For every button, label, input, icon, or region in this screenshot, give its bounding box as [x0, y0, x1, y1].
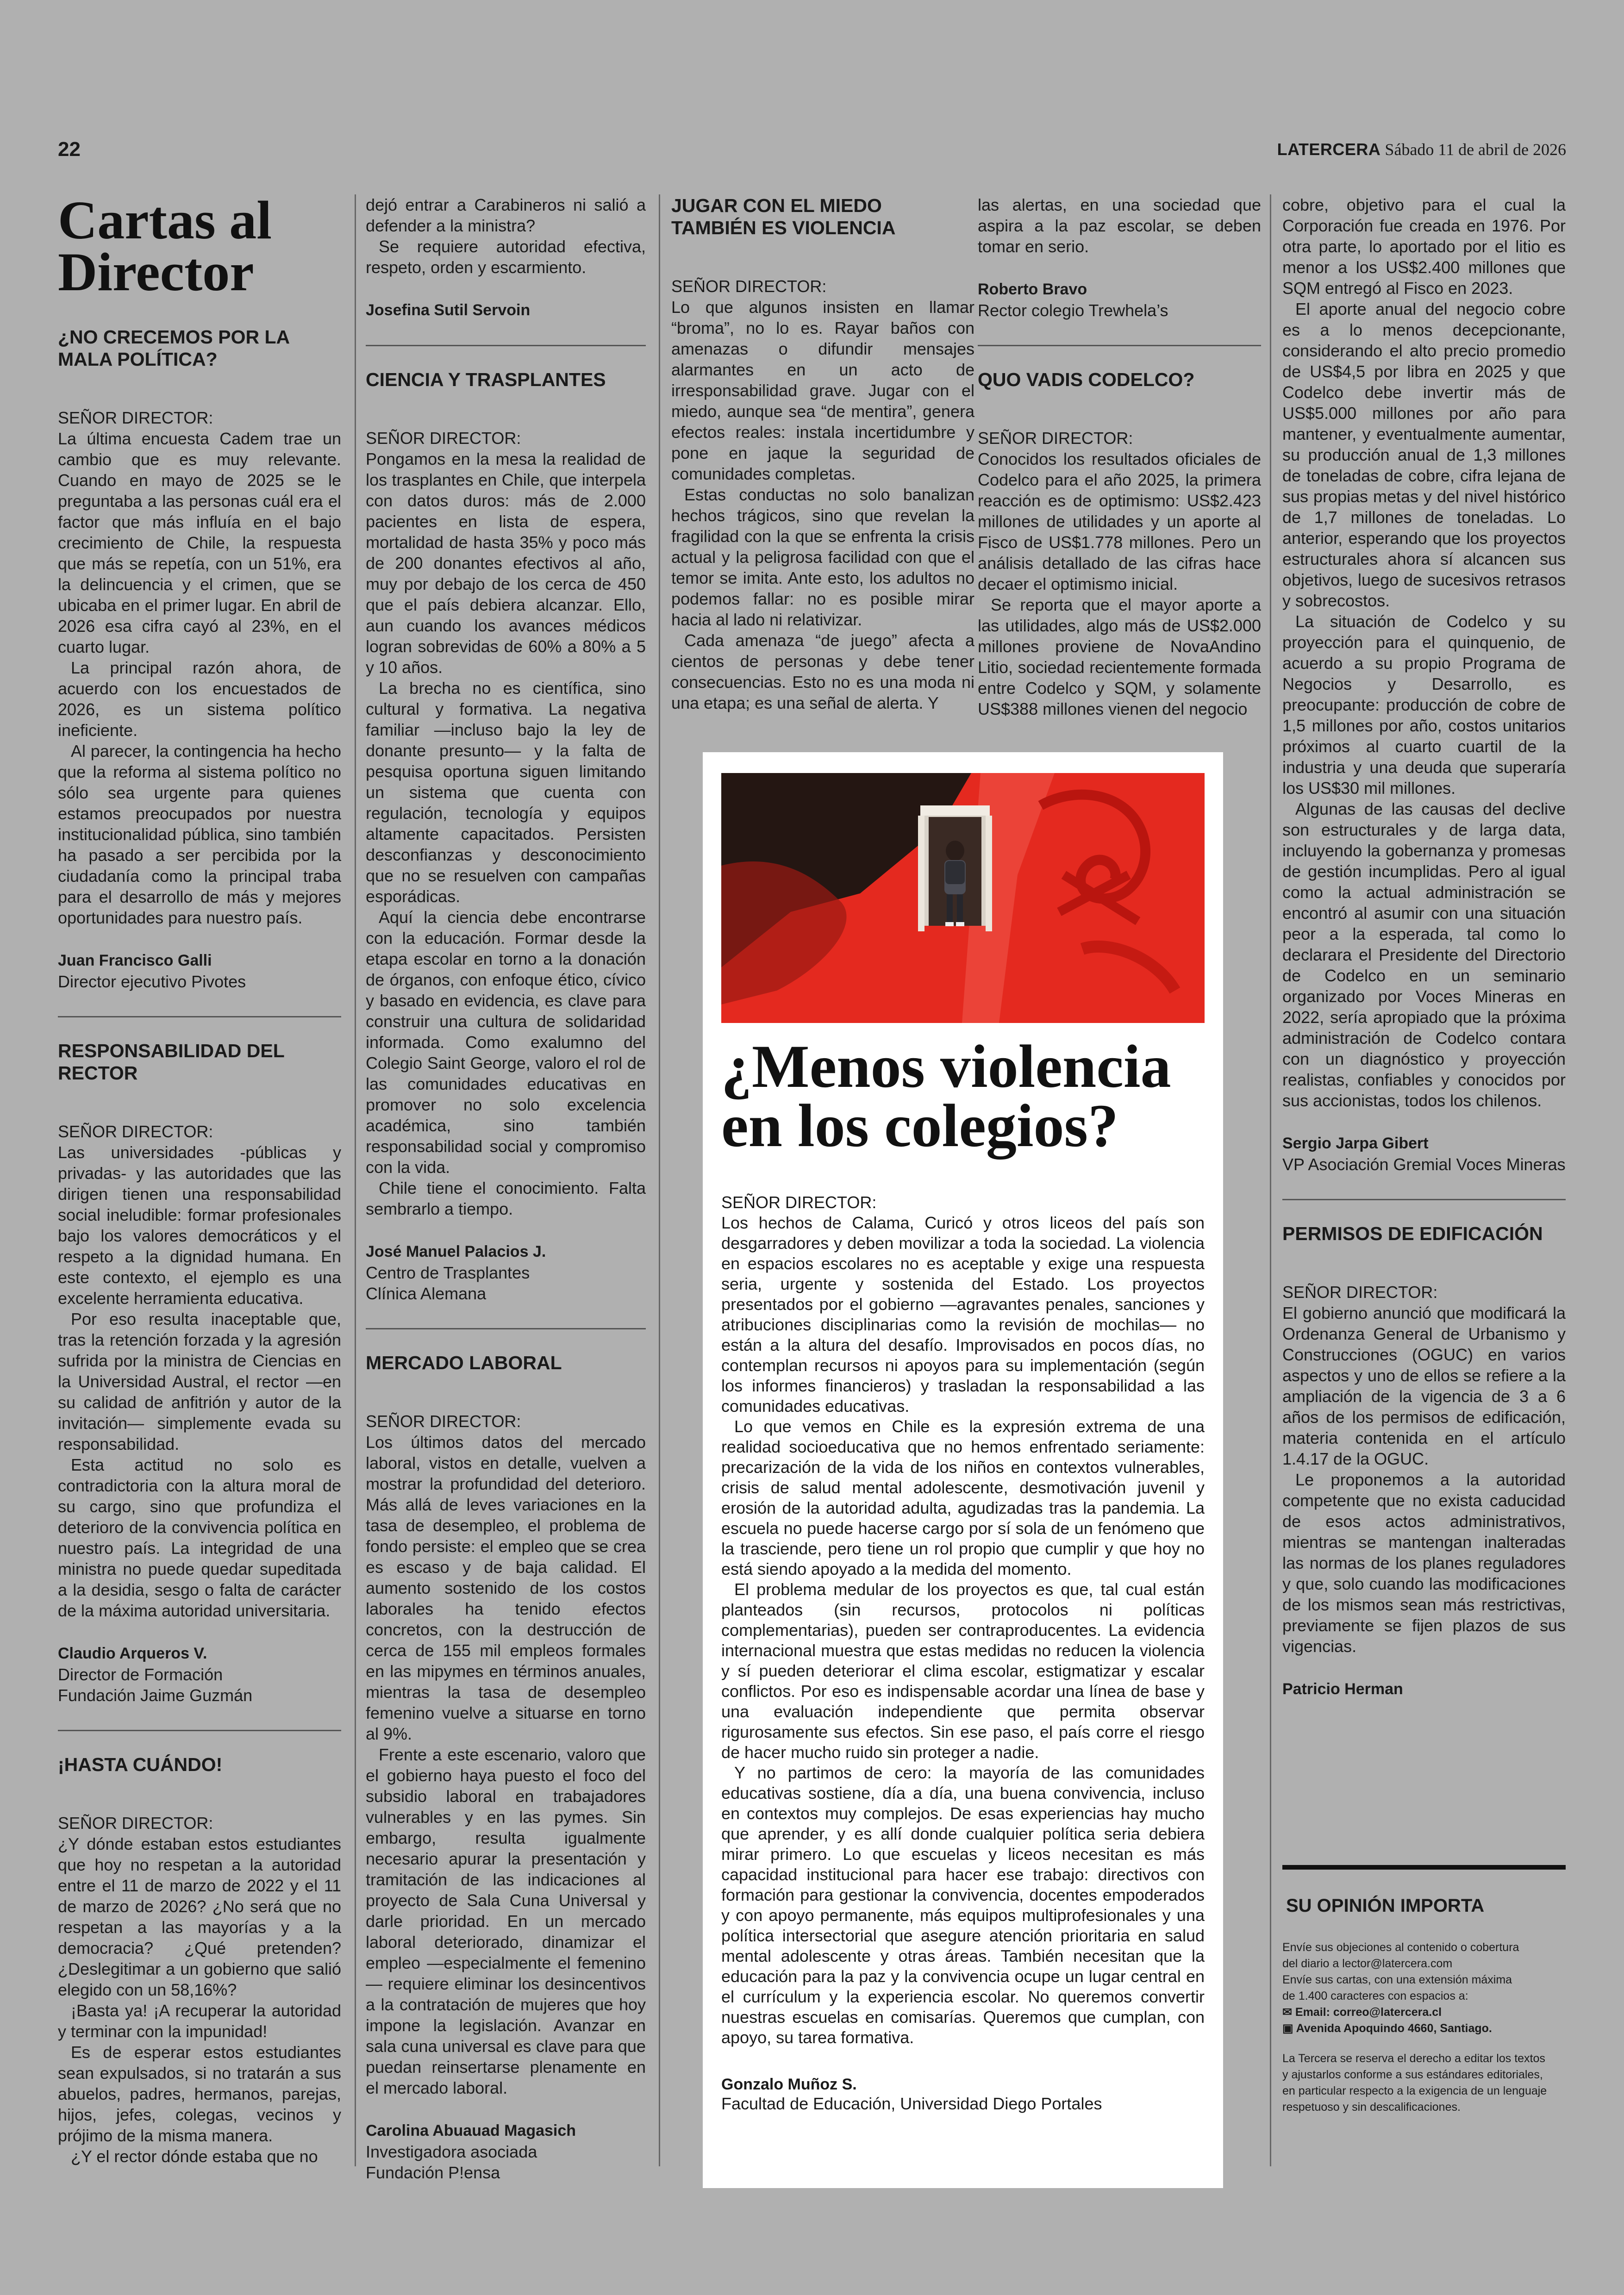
letter-paragraph: Aquí la ciencia debe encontrarse con la educación. Formar desde la etapa escolar en torno a la donación de órganos, con enfoque ético, cívico y basado en evidencia, es clave para construir una cultura de solidaridad informada. Como exalumno del Colegio Saint George, valoro el rol de las comunidades educativas en promover no solo excelencia académica, sino también responsabilidad social y compromiso con la vida.	[366, 908, 646, 1177]
letter-paragraph: Esta actitud no solo es contradictoria con la altura moral de su cargo, sino que profundiza el deterioro de la convivencia política en nuestro país. La integridad de una ministra no puede quedar supeditada a la desidia, sesgo o falta de carácter de la máxima autoridad universitaria.	[58, 1455, 341, 1620]
featured-letter	[703, 752, 1223, 2188]
letter-paragraph: Algunas de las causas del declive son estructurales y de larga data, incluyendo la gobernanza y promesas de gestión incumplidas. Pero al igual como la actual administración se encontró al asumir con una situación peor a la esperada, tal como lo declarara el Presidente del Directorio de Codelco en un seminario organizado por Voces Mineras en 2022, sería apropiado que la próxima administración de Codelco contara con un diagnóstico y proyección realistas, confiables y conocidos por sus accionistas, todos los chilenos.	[1282, 799, 1566, 1110]
letter-paragraph: La situación de Codelco y su proyección para el quinquenio, de acuerdo a su propio Programa de Negocios y Desarrollo, es preocupante: producción de cobre de 1,5 millones por año, costos unitarios próximos al cuarto cuartil de la industria y una deuda que superaría los US$30 mil millones.	[1282, 612, 1566, 798]
letter-paragraph: Frente a este escenario, valoro que el gobierno haya puesto el foco del subsidio laboral en trabajadores vulnerables y en las pymes. Sin embargo, resulta igualmente necesario apurar la presentación y tramitación de las indicaciones al proyecto de Sala Cuna Universal y darle prioridad. En un mercado laboral deteriorado, dinamizar el empleo —especialmente el femenino— requiere eliminar los desincentivos a la contratación de mujeres que hoy impone la legislación. Avanzar en sala cuna universal es clave para que puedan reinsertarse plenamente en el mercado laboral.	[366, 1745, 646, 2097]
letter-headline: RESPONSABILIDAD DEL RECTOR	[58, 1040, 285, 1084]
author-name: Carolina Abuauad Magasich	[366, 2122, 576, 2139]
letter-paragraph: La brecha no es científica, sino cultural y formativa. La negativa familiar —incluso bajo la ley de donante presunto— y la falta de pesquisa oportuna siguen limitando un sistema que cuenta con regulación, tecnología y equipos altamente capacitados. Persisten desconfianzas y desconocimiento que no se resuelven con campañas esporádicas.	[366, 679, 646, 906]
letter-headline: ¿NO CRECEMOS POR LA MALA POLÍTICA?	[58, 326, 290, 370]
column-divider	[1270, 194, 1271, 2166]
featured-letter-title: ¿Menos violencia en los colegios?	[721, 1032, 1171, 1160]
column-2	[366, 194, 646, 2183]
brand-name: LATERCERA	[1277, 140, 1381, 159]
letter-paragraph: Por eso resulta inaceptable que, tras la retención forzada y la agresión sufrida por la ministra de Ciencias en la Universidad Austral, el rector —en su calidad de anfitrión y autor de la invitación— simplemente evada su responsabilidad.	[58, 1310, 341, 1453]
letter-paragraph: Se requiere autoridad efectiva, respeto, orden y escarmiento.	[366, 237, 646, 277]
author-role: Rector colegio Trewhela’s	[978, 301, 1168, 320]
letter-paragraph: Lo que vemos en Chile es la expresión extrema de una realidad socioeducativa que no hemos enfrentado seriamente: precarización de la vida de los niños en contextos vulnerables, crisis de salud mental adolescente, desmotivación juvenil y erosión de la autoridad adulta, agudizadas tras la pandemia. La escuela no puede hacerse cargo por sí sola de un fenómeno que la trasciende, pero tiene un rol propio que cumplir y que hoy no está siendo apoyado a la medida del momento.	[721, 1417, 1205, 1578]
letter-headline: JUGAR CON EL MIEDO TAMBIÉN ES VIOLENCIA	[671, 195, 896, 238]
author-name: Juan Francisco Galli	[58, 952, 212, 969]
column-divider	[355, 194, 356, 2166]
author-role: Centro de Trasplantes	[366, 1263, 530, 1282]
letter-paragraph: Se reporta que el mayor aporte a las utilidades, algo más de US$2.000 millones proviene de NovaAndino Litio, sociedad recientemente formada entre Codelco y SQM, y solamente US$388 millones vienen del negocio	[978, 595, 1261, 718]
column-3	[671, 194, 974, 713]
column-divider	[659, 194, 660, 2166]
section-title: Cartas al Director	[58, 190, 272, 302]
disclaimer: La Tercera se reserva el derecho a editar los textos	[1282, 2052, 1545, 2065]
letter-headline: PERMISOS DE EDIFICACIÓN	[1282, 1223, 1543, 1244]
issue-date: Sábado 11 de abril de 2026	[1385, 140, 1566, 159]
letter-paragraph: Le proponemos a la autoridad competente que no exista caducidad de esos actos administrativos, mientras se mantengan inalteradas las normas de los planes reguladores y que, solo cuando las modificaciones de los mismos sean más restrictivas, previamente se fijen plazos de sus vigencias.	[1282, 1470, 1566, 1656]
column-5	[1282, 194, 1566, 1700]
masthead	[1277, 140, 1566, 159]
letter-paragraph: Pongamos en la mesa la realidad de los trasplantes en Chile, que interpela con datos duros: más de 2.000 pacientes en lista de espera, mortalidad de hasta 35% y poco más de 200 donantes efectivos al año, muy por debajo de los cerca de 450 que el país debiera alcanzar. Ello, aun cuando los avances médicos logran sobrevidas de 60% a 80% a 5 y 10 años.	[366, 449, 646, 677]
feedback-text: de 1.400 caracteres con espacios a:	[1282, 1989, 1468, 2002]
letter-paragraph: El aporte anual del negocio cobre es a lo menos decepcionante, considerando el alto precio promedio de US$4,5 por libra en 2025 y que Codelco debe invertir más de US$5.000 millones por año para mantener, y eventualmente aumentar, su producción anual de 1,3 millones de toneladas de cobre, cifra lejana de sus propias metas y del nivel histórico de 1,7 millones de toneladas. Lo anterior, esperando que los proyectos estructurales ahora sí alcancen sus objetivos, luego de sucesivos retrasos y sobrecostos.	[1282, 299, 1566, 610]
reader-feedback-box	[1282, 1865, 1566, 2115]
mailbox-icon: ▣	[1282, 2022, 1293, 2035]
divider	[58, 1730, 341, 1731]
letter-headline: ¡HASTA CUÁNDO!	[58, 1754, 223, 1775]
page-number: 22	[58, 138, 81, 161]
salutation: SEÑOR DIRECTOR:	[366, 429, 521, 448]
letter-paragraph: Lo que algunos insisten en llamar “broma”, no lo es. Rayar baños con amenazas o difundir mensajes alarmantes en un acto de irresponsabilidad grave. Jugar con el miedo, aunque sea “de mentira”, genera efectos reales: instala incertidumbre y pone en jaque la seguridad de comunidades completas.	[671, 298, 974, 483]
divider	[1282, 1199, 1566, 1200]
feedback-text: del diario a lector@latercera.com	[1282, 1957, 1453, 1970]
address-line: ▣ Avenida Apoquindo 4660, Santiago.	[1282, 2022, 1492, 2035]
letter-paragraph: Los hechos de Calama, Curicó y otros liceos del país son desgarradores y deben movilizar a toda la sociedad. La violencia en espacios escolares no es aceptable y exige una respuesta seria, urgente y sostenida del Estado. Los proyectos presentados por el gobierno —agravantes penales, sanciones y atribuciones disciplinarias como la revisión de mochilas— no están a la altura del desafío. Improvisados en pocos días, no contemplan recursos ni apoyos para su implementación (según los informes financieros) y trasladan la responsabilidad a las comunidades educativas.	[721, 1213, 1205, 1416]
salutation: SEÑOR DIRECTOR:	[58, 408, 213, 427]
author-name: Patricio Herman	[1282, 1680, 1403, 1698]
author-name: Sergio Jarpa Gibert	[1282, 1135, 1429, 1152]
divider	[978, 345, 1261, 346]
feedback-text: Envíe sus objeciones al contenido o cobertura	[1282, 1941, 1519, 1954]
author-role: VP Asociación Gremial Voces Mineras	[1282, 1155, 1566, 1174]
author-organization: Fundación Jaime Guzmán	[58, 1686, 253, 1705]
author-name: Gonzalo Muñoz S.	[721, 2076, 857, 2093]
letter-paragraph: Los últimos datos del mercado laboral, vistos en detalle, vuelven a mostrar la profundidad del deterioro. Más allá de leves variaciones en la tasa de desempleo, el problema de fondo persiste: el empleo que se crea es escaso y de baja calidad. El aumento sostenido de los costos laborales ha tenido efectos concretos, con la destrucción de cerca de 155 mil empleos formales en las mipymes en términos anuales, mientras la tasa de desempleo femenino vuelve a situarse en torno al 9%.	[366, 1433, 646, 1743]
disclaimer: y ajustarlos conforme a sus estándares editoriales,	[1282, 2068, 1543, 2081]
featured-letter-body	[721, 1192, 1205, 2114]
envelope-icon: ✉	[1282, 2006, 1292, 2019]
letter-paragraph: Es de esperar estos estudiantes sean expulsados, si no tratarán a sus abuelos, padres, hermanos, parejas, hijos, jefes, colegas, vecinos y prójimo de la misma manera.	[58, 2043, 341, 2145]
salutation: SEÑOR DIRECTOR:	[58, 1814, 213, 1833]
letter-headline: MERCADO LABORAL	[366, 1352, 562, 1373]
divider	[366, 1328, 646, 1329]
letter-paragraph: ¿Y el rector dónde estaba que no	[71, 2147, 318, 2166]
letter-paragraph: La principal razón ahora, de acuerdo con los encuestados de 2026, es un sistema político ineficiente.	[58, 658, 341, 740]
author-organization: Clínica Alemana	[366, 1284, 487, 1303]
letter-paragraph: cobre, objetivo para el cual la Corporación fue creada en 1976. Por otra parte, lo aportado por el litio es menor a los US$2.400 millones que SQM entregó al Fisco en 2023.	[1282, 195, 1566, 298]
salutation: SEÑOR DIRECTOR:	[721, 1193, 877, 1212]
divider	[58, 1016, 341, 1017]
feedback-title: SU OPINIÓN IMPORTA	[1286, 1896, 1485, 1916]
author-name: José Manuel Palacios J.	[366, 1243, 546, 1260]
letter-paragraph: La última encuesta Cadem trae un cambio que es muy relevante. Cuando en mayo de 2025 se le preguntaba a las personas cuál era el factor que más influía en el bajo crecimiento de Chile, la respuesta que más se repetía, con un 51%, era la delincuencia y el crimen, que se ubicaba en el primer lugar. En abril de 2026 esa cifra cayó al 23%, en el cuarto lugar.	[58, 429, 341, 656]
letter-paragraph: Conocidos los resultados oficiales de Codelco para el año 2025, la primera reacción es de optimismo: US$2.423 millones de utilidades y un aporte al Fisco de US$1.778 millones. Pero un análisis detallado de las cifras hace decaer el optimismo inicial.	[978, 449, 1261, 593]
letter-paragraph: Las universidades -públicas y privadas- y las autoridades que las dirigen tienen una responsabilidad social ineludible: formar profesionales bajo los valores democráticos y el respeto a la dignidad humana. En este contexto, el ejemplo es una excelente herramienta educativa.	[58, 1143, 341, 1308]
author-role: Director ejecutivo Pivotes	[58, 972, 246, 991]
letter-paragraph: El gobierno anunció que modificará la Ordenanza General de Urbanismo y Construcciones (OGUC) en varios aspectos y uno de ellos se refiere a la ampliación de la vigencia de 3 a 6 años de los permisos de edificación, materia contenida en el artículo 1.4.17 de la OGUC.	[1282, 1303, 1566, 1468]
salutation: SEÑOR DIRECTOR:	[58, 1122, 213, 1141]
letter-paragraph: El problema medular de los proyectos es que, tal cual están planteados (sin recursos, protocolos ni políticas complementarias), pueden ser contraproducentes. La evidencia internacional muestra que estas medidas no reducen la violencia y sí pueden deteriorar el clima escolar, estigmatizar y escalar conflictos. Por eso es indispensable acordar una línea de base y una evaluación independiente que permita observar rigurosamente sus efectos. Sin ese paso, el país corre el riesgo de hacer mucho ruido sin proteger a nadie.	[721, 1580, 1205, 1762]
divider	[1282, 1865, 1566, 1870]
salutation: SEÑOR DIRECTOR:	[1282, 1283, 1438, 1302]
disclaimer: respetuoso y sin descalificaciones.	[1282, 2101, 1461, 2114]
salutation: SEÑOR DIRECTOR:	[978, 429, 1133, 448]
divider	[366, 345, 646, 346]
letter-paragraph: Estas conductas no solo banalizan hechos trágicos, sino que revelan la fragilidad con la que se enfrenta la crisis actual y la peligrosa facilidad con que el temor se imita. Ante esto, los adultos no podemos fallar: no es posible mirar hacia al lado ni relativizar.	[671, 485, 974, 629]
feedback-text: Envíe sus cartas, con una extensión máxima	[1282, 1973, 1512, 1986]
column-1	[58, 190, 341, 2167]
author-name: Roberto Bravo	[978, 281, 1087, 298]
letter-paragraph: Al parecer, la contingencia ha hecho que la reforma al sistema político no sólo sea urgente para quienes estamos preocupados por nuestra institucionalidad pública, sino también ha pasado a ser percibida por la ciudadanía como la principal traba para el desarrollo de más y mejores oportunidades para nuestro país.	[58, 742, 341, 927]
letter-paragraph: las alertas, en una sociedad que aspira a la paz escolar, se deben tomar en serio.	[978, 195, 1261, 256]
author-organization: Fundación P!ensa	[366, 2163, 500, 2182]
letter-headline: CIENCIA Y TRASPLANTES	[366, 369, 606, 390]
letter-paragraph: ¿Y dónde estaban estos estudiantes que hoy no respetan a la autoridad entre el 11 de marzo de 2022 y el 11 de marzo de 2026? ¿No será que no respetan a las mayorías y a la democracia? ¿Qué pretenden? ¿Deslegitimar a un gobierno que salió elegido con un 58,16%?	[58, 1834, 341, 1999]
author-name: Josefina Sutil Servoin	[366, 301, 531, 319]
author-role: Facultad de Educación, Universidad Diego Portales	[721, 2094, 1102, 2113]
disclaimer: en particular respecto a la exigencia de un lenguaje	[1282, 2084, 1547, 2097]
salutation: SEÑOR DIRECTOR:	[671, 277, 827, 296]
letter-paragraph: Cada amenaza “de juego” afecta a cientos de personas y debe tener consecuencias. Esto no es una moda ni una etapa; es una señal de alerta. Y	[671, 631, 974, 712]
school-metal-detector-illustration	[721, 773, 1205, 1023]
letter-paragraph: Y no partimos de cero: la mayoría de las comunidades educativas sostiene, día a día, una buena convivencia, incluso en contextos muy complejos. De esas experiencias hay mucho que aprender, y es allí donde cualquier política seria debiera mirar primero. Lo que escuelas y liceos necesitan es más capacidad institucional para hacer ese trabajo: directivos con formación para gestionar la convivencia, docentes empoderados y con apoyo permanente, más equipos multiprofesionales y una política intersectorial que asegure atención prioritaria en salud mental adolescente y otras áreas. También necesitan que la educación para la paz y la convivencia ocupe un lugar central en el currículum y la experiencia escolar. No queremos convertir nuestras escuelas en comisarías. Queremos que cumplan, con apoyo, su tarea formativa.	[721, 1763, 1205, 2047]
author-name: Claudio Arqueros V.	[58, 1645, 207, 1662]
letter-paragraph: Chile tiene el conocimiento. Falta sembrarlo a tiempo.	[366, 1179, 646, 1218]
author-role: Director de Formación	[58, 1665, 223, 1684]
author-role: Investigadora asociada	[366, 2142, 537, 2161]
email-address[interactable]: Email: correo@latercera.cl	[1295, 2006, 1442, 2019]
letter-headline: QUO VADIS CODELCO?	[978, 369, 1195, 390]
letter-paragraph: ¡Basta ya! ¡A recuperar la autoridad y terminar con la impunidad!	[58, 2001, 341, 2041]
column-4	[978, 194, 1261, 719]
letter-paragraph: dejó entrar a Carabineros ni salió a defender a la ministra?	[366, 195, 646, 235]
email-line	[1282, 2004, 1566, 2021]
salutation: SEÑOR DIRECTOR:	[366, 1412, 521, 1431]
